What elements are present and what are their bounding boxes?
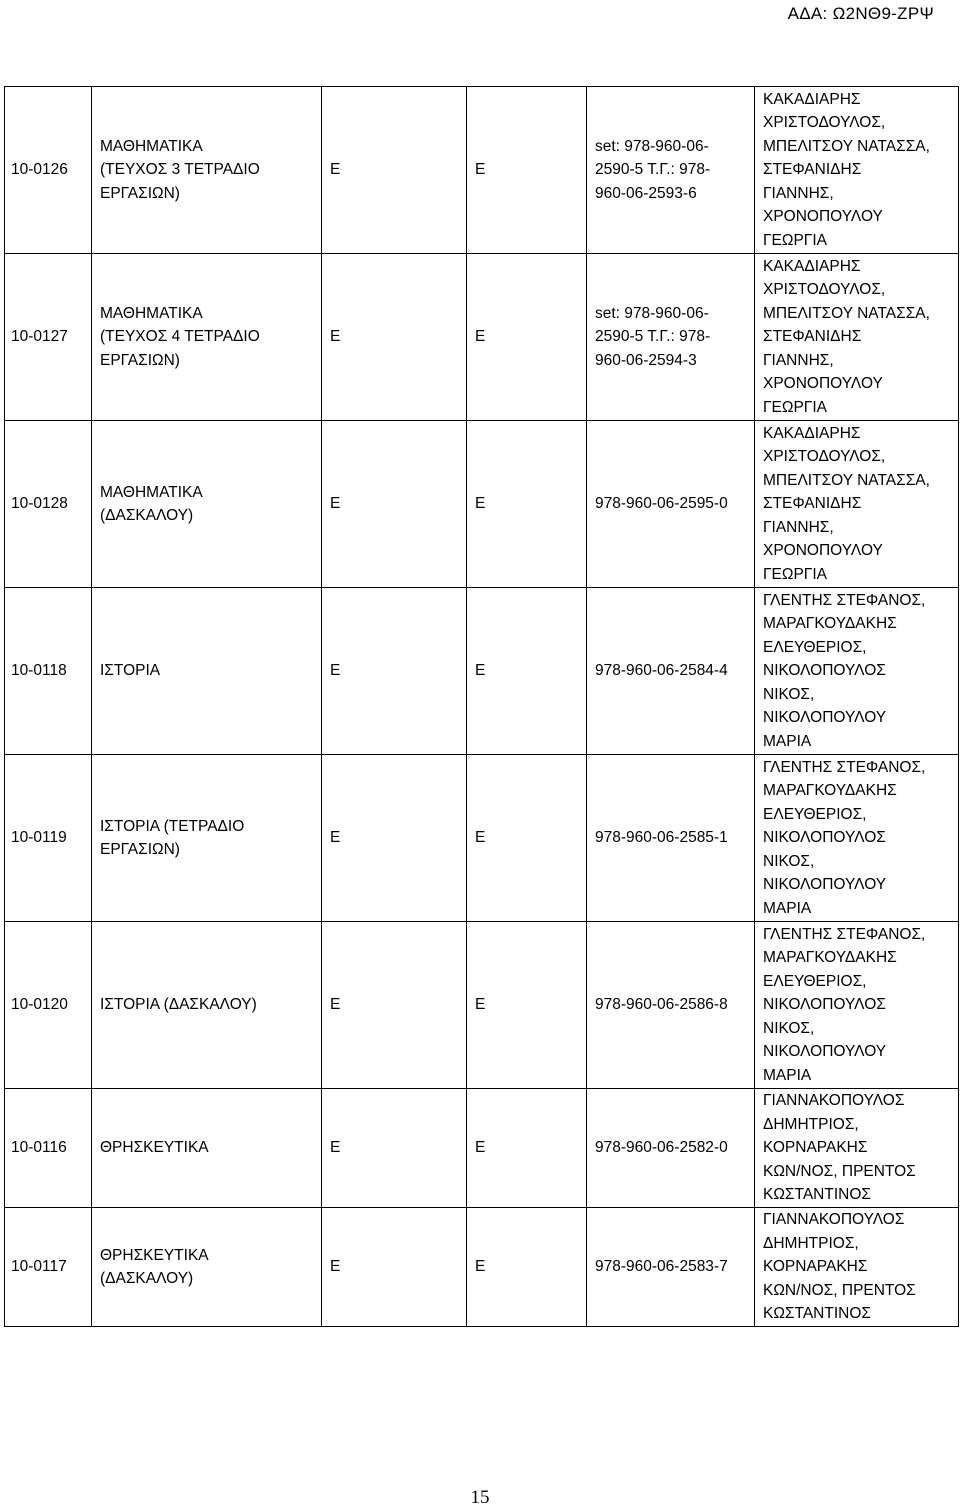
author-line: ΧΡΟΝΟΠΟΥΛΟΥ [763,208,883,226]
author-line: ΝΙΚΟΣ, [763,685,815,703]
book-title-line: (ΤΕΥΧΟΣ 4 ΤΕΤΡΑΔΙΟ [100,328,260,346]
author-line: ΣΤΕΦΑΝΙΔΗΣ [763,328,862,346]
author-line: ΜΑΡΙΑ [763,899,812,917]
book-code-cell: 10-0117 [5,1208,92,1327]
author-line: ΚΑΚΑΔΙΑΡΗΣ [763,257,861,275]
books-table [4,86,959,1327]
type-cell: Ε [322,755,467,922]
authors-cell [755,1208,959,1327]
author-line: ΔΗΜΗΤΡΙΟΣ, [763,1234,859,1252]
page-number: 15 [470,1487,490,1508]
author-line: ΕΛΕΥΘΕΡΙΟΣ, [763,972,867,990]
book-code-cell: 10-0118 [5,588,92,755]
author-line: ΝΙΚΟΛΟΠΟΥΛΟΥ [763,709,887,727]
book-title-line: ΕΡΓΑΣΙΩΝ) [100,351,180,369]
author-line: ΚΑΚΑΔΙΑΡΗΣ [763,424,861,442]
author-line: ΜΑΡΑΓΚΟΥΔΑΚΗΣ [763,782,897,800]
author-line: ΚΩΝ/ΝΟΣ, ΠΡΕΝΤΟΣ [763,1281,916,1299]
type-cell: Ε [322,87,467,254]
author-line: ΕΛΕΥΘΕΡΙΟΣ, [763,638,867,656]
ada-code: ΑΔΑ: Ω2ΝΘ9-ΖΡΨ [787,4,934,23]
author-line: ΣΤΕΦΑΝΙΔΗΣ [763,495,862,513]
book-code-cell: 10-0127 [5,254,92,421]
type-cell: Ε [322,588,467,755]
book-title-line: ΜΑΘΗΜΑΤΙΚΑ [100,483,203,501]
isbn-cell [587,1089,755,1208]
table-row [5,755,959,922]
category-cell: Ε [467,254,587,421]
book-title-line: ΙΣΤΟΡΙΑ (ΔΑΣΚΑΛΟΥ) [100,996,257,1014]
author-line: ΚΩΣΤΑΝΤΙΝΟΣ [763,1186,871,1204]
book-title-line: ΜΑΘΗΜΑΤΙΚΑ [100,137,203,155]
isbn-line: set: 978-960-06- [595,137,709,155]
author-line: ΓΛΕΝΤΗΣ ΣΤΕΦΑΝΟΣ, [763,925,926,943]
book-title-line: ΙΣΤΟΡΙΑ (ΤΕΤΡΑΔΙΟ [100,817,245,835]
book-title-line: (ΔΑΣΚΑΛΟΥ) [100,1270,194,1287]
authors-cell [755,87,959,254]
authors-cell [755,254,959,421]
authors-cell [755,421,959,588]
author-line: ΚΩΣΤΑΝΤΙΝΟΣ [763,1305,871,1323]
book-title-cell [92,922,322,1089]
isbn-cell [587,421,755,588]
book-code-cell: 10-0128 [5,421,92,588]
table-row [5,588,959,755]
book-code-cell: 10-0126 [5,87,92,254]
author-line: ΓΙΑΝΝΗΣ, [763,184,834,202]
book-title-cell [92,421,322,588]
book-title-line: ΘΡΗΣΚΕΥΤΙΚΑ [100,1139,209,1157]
author-line: ΓΙΑΝΝΗΣ, [763,518,834,536]
isbn-line: 2590-5 Τ.Γ.: 978- [595,328,711,346]
book-title-cell [92,87,322,254]
authors-cell [755,755,959,922]
author-line: ΚΩΝ/ΝΟΣ, ΠΡΕΝΤΟΣ [763,1162,916,1180]
author-line: ΣΤΕΦΑΝΙΔΗΣ [763,161,862,179]
author-line: ΝΙΚΟΣ, [763,1019,815,1037]
author-line: ΓΙΑΝΝΑΚΟΠΟΥΛΟΣ [763,1211,905,1229]
table-row [5,254,959,421]
type-cell: Ε [322,1089,467,1208]
authors-cell [755,588,959,755]
book-code-cell: 10-0116 [5,1089,92,1208]
book-title-cell [92,1089,322,1208]
author-line: ΝΙΚΟΛΟΠΟΥΛΟΣ [763,829,886,847]
author-line: ΕΛΕΥΘΕΡΙΟΣ, [763,805,867,823]
table-row [5,87,959,254]
author-line: ΝΙΚΟΛΟΠΟΥΛΟΣ [763,662,886,680]
book-title-cell [92,254,322,421]
isbn-line: 978-960-06-2584-4 [595,662,728,680]
author-line: ΓΙΑΝΝΗΣ, [763,351,834,369]
author-line: ΝΙΚΟΛΟΠΟΥΛΟΥ [763,1043,887,1061]
book-title-line: ΕΡΓΑΣΙΩΝ) [100,841,180,858]
isbn-line: 960-06-2594-3 [595,351,697,369]
author-line: ΝΙΚΟΛΟΠΟΥΛΟΣ [763,996,886,1014]
isbn-cell [587,922,755,1089]
author-line: ΚΟΡΝΑΡΑΚΗΣ [763,1258,868,1276]
book-code-cell: 10-0120 [5,922,92,1089]
author-line: ΓΕΩΡΓΙΑ [763,565,827,583]
table-row [5,1089,959,1208]
isbn-cell [587,254,755,421]
author-line: ΜΠΕΛΙΤΣΟΥ ΝΑΤΑΣΣΑ, [763,137,930,155]
author-line: ΧΡΟΝΟΠΟΥΛΟΥ [763,542,883,560]
author-line: ΓΛΕΝΤΗΣ ΣΤΕΦΑΝΟΣ, [763,758,926,776]
table-row [5,421,959,588]
type-cell: Ε [322,1208,467,1327]
author-line: ΔΗΜΗΤΡΙΟΣ, [763,1115,859,1133]
book-code-cell: 10-0119 [5,755,92,922]
isbn-line: 960-06-2593-6 [595,184,697,202]
isbn-cell [587,588,755,755]
author-line: ΜΠΕΛΙΤΣΟΥ ΝΑΤΑΣΣΑ, [763,304,930,322]
author-line: ΧΡΟΝΟΠΟΥΛΟΥ [763,375,883,393]
type-cell: Ε [322,254,467,421]
author-line: ΓΙΑΝΝΑΚΟΠΟΥΛΟΣ [763,1092,905,1110]
book-title-line: ΘΡΗΣΚΕΥΤΙΚΑ [100,1246,209,1264]
author-line: ΚΟΡΝΑΡΑΚΗΣ [763,1139,868,1157]
author-line: ΓΕΩΡΓΙΑ [763,398,827,416]
author-line: ΜΑΡΑΓΚΟΥΔΑΚΗΣ [763,615,897,633]
author-line: ΧΡΙΣΤΟΔΟΥΛΟΣ, [763,448,886,466]
book-title-line: ΕΡΓΑΣΙΩΝ) [100,184,180,202]
category-cell: Ε [467,755,587,922]
book-title-cell [92,1208,322,1327]
author-line: ΝΙΚΟΣ, [763,852,815,870]
isbn-line: 2590-5 Τ.Γ.: 978- [595,161,711,179]
author-line: ΓΛΕΝΤΗΣ ΣΤΕΦΑΝΟΣ, [763,591,926,609]
book-title-line: ΜΑΘΗΜΑΤΙΚΑ [100,304,203,322]
book-title-line: ΙΣΤΟΡΙΑ [100,662,161,680]
type-cell: Ε [322,922,467,1089]
isbn-line: 978-960-06-2585-1 [595,829,728,847]
isbn-line: 978-960-06-2582-0 [595,1139,728,1157]
author-line: ΧΡΙΣΤΟΔΟΥΛΟΣ, [763,114,886,132]
authors-cell [755,1089,959,1208]
isbn-line: 978-960-06-2583-7 [595,1258,728,1276]
author-line: ΧΡΙΣΤΟΔΟΥΛΟΣ, [763,281,886,299]
type-cell: Ε [322,421,467,588]
author-line: ΝΙΚΟΛΟΠΟΥΛΟΥ [763,876,887,894]
isbn-line: set: 978-960-06- [595,304,709,322]
category-cell: Ε [467,922,587,1089]
author-line: ΜΑΡΑΓΚΟΥΔΑΚΗΣ [763,949,897,967]
table-row [5,922,959,1089]
book-title-line: (ΤΕΥΧΟΣ 3 ΤΕΤΡΑΔΙΟ [100,161,260,179]
isbn-line: 978-960-06-2586-8 [595,996,728,1014]
author-line: ΜΑΡΙΑ [763,732,812,750]
book-title-cell [92,755,322,922]
book-title-cell [92,588,322,755]
authors-cell [755,922,959,1089]
author-line: ΜΠΕΛΙΤΣΟΥ ΝΑΤΑΣΣΑ, [763,471,930,489]
isbn-line: 978-960-06-2595-0 [595,495,728,513]
author-line: ΜΑΡΙΑ [763,1066,812,1084]
category-cell: Ε [467,421,587,588]
category-cell: Ε [467,87,587,254]
category-cell: Ε [467,1089,587,1208]
author-line: ΓΕΩΡΓΙΑ [763,231,827,249]
book-title-line: (ΔΑΣΚΑΛΟΥ) [100,507,194,524]
category-cell: Ε [467,588,587,755]
author-line: ΚΑΚΑΔΙΑΡΗΣ [763,90,861,108]
isbn-cell [587,755,755,922]
isbn-cell [587,87,755,254]
isbn-cell [587,1208,755,1327]
table-row [5,1208,959,1327]
category-cell: Ε [467,1208,587,1327]
